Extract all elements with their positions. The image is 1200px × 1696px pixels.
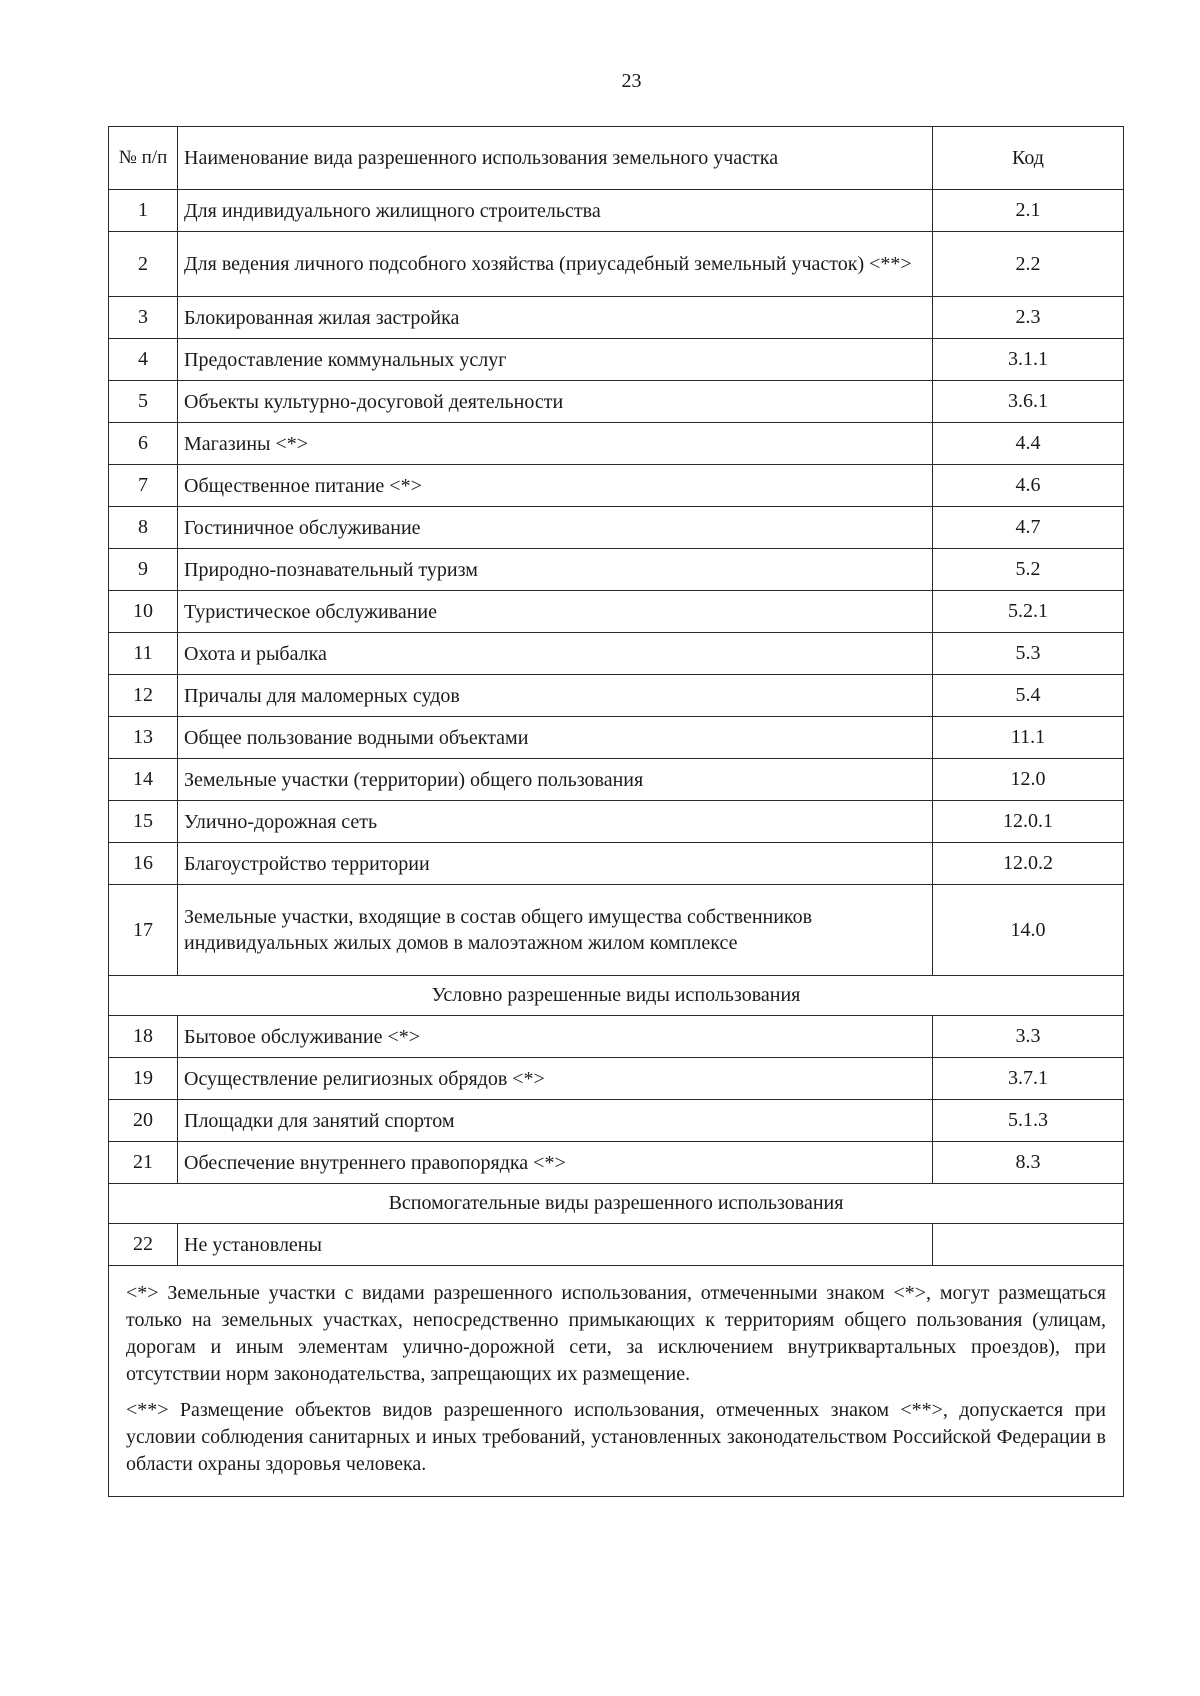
row-code: 11.1 <box>933 717 1124 759</box>
row-code: 2.2 <box>933 232 1124 297</box>
row-name: Магазины <*> <box>178 423 933 465</box>
row-code: 8.3 <box>933 1142 1124 1184</box>
row-number: 18 <box>109 1016 178 1058</box>
row-number: 14 <box>109 759 178 801</box>
row-number: 21 <box>109 1142 178 1184</box>
row-code: 3.1.1 <box>933 339 1124 381</box>
row-number: 8 <box>109 507 178 549</box>
row-code: 5.4 <box>933 675 1124 717</box>
row-number: 7 <box>109 465 178 507</box>
row-name: Улично-дорожная сеть <box>178 801 933 843</box>
row-number: 16 <box>109 843 178 885</box>
row-code: 14.0 <box>933 885 1124 976</box>
row-code: 4.6 <box>933 465 1124 507</box>
row-number: 4 <box>109 339 178 381</box>
row-code: 2.3 <box>933 297 1124 339</box>
row-number: 19 <box>109 1058 178 1100</box>
row-number: 11 <box>109 633 178 675</box>
table-row <box>109 297 1124 339</box>
row-code: 12.0.1 <box>933 801 1124 843</box>
row-number: 2 <box>109 232 178 297</box>
row-number: 12 <box>109 675 178 717</box>
table-row <box>109 507 1124 549</box>
table-row <box>109 1142 1124 1184</box>
table-row <box>109 633 1124 675</box>
row-name: Причалы для маломерных судов <box>178 675 933 717</box>
table-row <box>109 843 1124 885</box>
section-header-row <box>109 976 1124 1016</box>
table-row <box>109 232 1124 297</box>
table-row <box>109 465 1124 507</box>
row-name: Земельные участки (территории) общего пользования <box>178 759 933 801</box>
table-row <box>109 381 1124 423</box>
table-row <box>109 717 1124 759</box>
row-name: Не установлены <box>178 1224 933 1266</box>
row-name: Общественное питание <*> <box>178 465 933 507</box>
table-row <box>109 675 1124 717</box>
row-name: Осуществление религиозных обрядов <*> <box>178 1058 933 1100</box>
row-number: 5 <box>109 381 178 423</box>
table-row <box>109 801 1124 843</box>
table-header-row <box>109 127 1124 190</box>
row-number: 3 <box>109 297 178 339</box>
row-code: 4.4 <box>933 423 1124 465</box>
row-code: 3.3 <box>933 1016 1124 1058</box>
row-code: 5.2.1 <box>933 591 1124 633</box>
table-row <box>109 1058 1124 1100</box>
table-row <box>109 1224 1124 1266</box>
header-name: Наименование вида разрешенного использования земельного участка <box>178 127 933 190</box>
row-number: 20 <box>109 1100 178 1142</box>
row-number: 10 <box>109 591 178 633</box>
row-code: 5.3 <box>933 633 1124 675</box>
row-number: 15 <box>109 801 178 843</box>
table-row <box>109 591 1124 633</box>
row-code: 5.2 <box>933 549 1124 591</box>
section-header-row <box>109 1184 1124 1224</box>
row-name: Для ведения личного подсобного хозяйства (приусадебный земельный участок) <**> <box>178 232 933 297</box>
table-row <box>109 1016 1124 1058</box>
row-number: 13 <box>109 717 178 759</box>
row-name: Обеспечение внутреннего правопорядка <*> <box>178 1142 933 1184</box>
row-code: 12.0.2 <box>933 843 1124 885</box>
row-number: 17 <box>109 885 178 976</box>
page-number: 23 <box>621 70 642 92</box>
row-code: 2.1 <box>933 190 1124 232</box>
footnote-single-asterisk: <*> Земельные участки с видами разрешенного использования, отмеченными знаком <*>, могут размещаться только на земельных участках, непосредственно примыкающих к территориям общего пользования (улицам, дорогам и иным элементам улично-дорожной сети, за исключением внутриквартальных проездов), при отсутствии норм законодательства, запрещающих их размещение. <box>126 1282 1106 1385</box>
row-code <box>933 1224 1124 1266</box>
row-name: Земельные участки, входящие в состав общего имущества собственников индивидуальных жилых домов в малоэтажном жилом комплексе <box>178 885 933 976</box>
row-name: Объекты культурно-досуговой деятельности <box>178 381 933 423</box>
row-name: Туристическое обслуживание <box>178 591 933 633</box>
row-code: 3.6.1 <box>933 381 1124 423</box>
row-code: 4.7 <box>933 507 1124 549</box>
notes-cell <box>109 1266 1124 1497</box>
table-row <box>109 423 1124 465</box>
conditional-section-title: Условно разрешенные виды использования <box>109 976 1124 1016</box>
header-number: № п/п <box>109 127 178 190</box>
footnote-double-asterisk: <**> Размещение объектов видов разрешенного использования, отмеченных знаком <**>, допускается при условии соблюдения санитарных и иных требований, установленных законодательством Российской Федерации в области охраны здоровья человека. <box>126 1399 1106 1475</box>
row-name: Площадки для занятий спортом <box>178 1100 933 1142</box>
row-number: 6 <box>109 423 178 465</box>
table-row <box>109 885 1124 976</box>
auxiliary-section-title: Вспомогательные виды разрешенного использования <box>109 1184 1124 1224</box>
row-code: 5.1.3 <box>933 1100 1124 1142</box>
row-name: Благоустройство территории <box>178 843 933 885</box>
header-code: Код <box>933 127 1124 190</box>
row-name: Общее пользование водными объектами <box>178 717 933 759</box>
row-name: Охота и рыбалка <box>178 633 933 675</box>
table-row <box>109 1100 1124 1142</box>
row-code: 3.7.1 <box>933 1058 1124 1100</box>
table-row <box>109 190 1124 232</box>
table-row <box>109 339 1124 381</box>
row-number: 9 <box>109 549 178 591</box>
land-use-table <box>108 126 1124 1497</box>
table-row <box>109 549 1124 591</box>
notes-row <box>109 1266 1124 1497</box>
row-code: 12.0 <box>933 759 1124 801</box>
row-name: Блокированная жилая застройка <box>178 297 933 339</box>
row-number: 22 <box>109 1224 178 1266</box>
row-name: Бытовое обслуживание <*> <box>178 1016 933 1058</box>
row-name: Предоставление коммунальных услуг <box>178 339 933 381</box>
row-name: Для индивидуального жилищного строительства <box>178 190 933 232</box>
table-row <box>109 759 1124 801</box>
row-number: 1 <box>109 190 178 232</box>
row-name: Гостиничное обслуживание <box>178 507 933 549</box>
row-name: Природно-познавательный туризм <box>178 549 933 591</box>
